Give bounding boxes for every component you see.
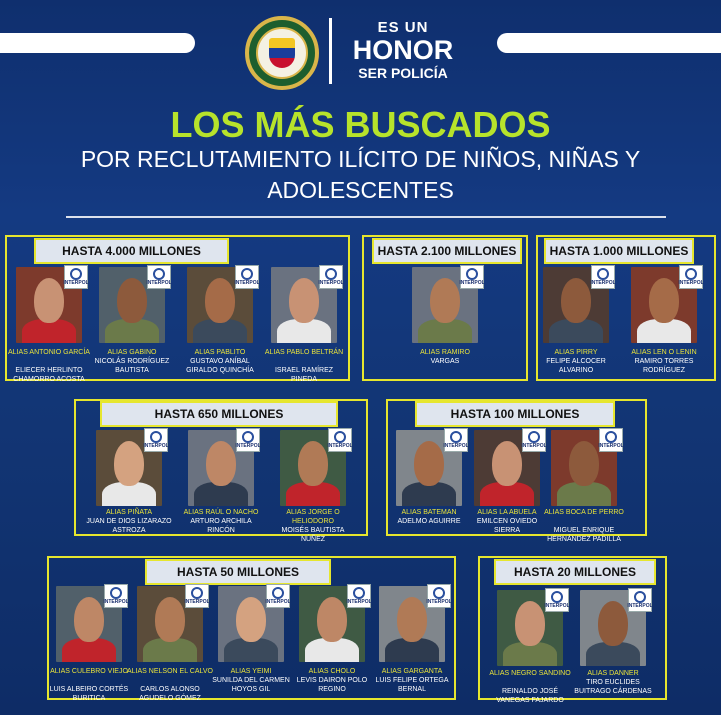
reward-header: HASTA 4.000 MILLONES	[34, 238, 229, 264]
person-full-name: ARTURO ARCHILA RINCÓN	[190, 518, 252, 534]
person-full-name: RAMIRO TORRES RODRÍGUEZ	[634, 358, 694, 374]
person-full-name: LUIS FELIPE ORTEGA BERNAL	[375, 677, 449, 693]
wanted-person-pinata	[86, 430, 172, 538]
interpol-label: INTERPOL	[234, 280, 260, 286]
person-face	[515, 601, 545, 647]
wanted-person-boca-de-perro	[544, 430, 624, 543]
motto-line-2: HONOR	[352, 35, 454, 65]
interpol-label: INTERPOL	[184, 599, 210, 605]
interpol-label: INTERPOL	[103, 599, 129, 605]
title-divider	[66, 216, 666, 218]
interpol-label: INTERPOL	[235, 443, 261, 449]
globe-icon	[110, 587, 122, 599]
wanted-person-gabino	[94, 267, 172, 378]
person-face	[298, 441, 328, 487]
person-full-name: GUSTAVO ANÍBAL GIRALDO QUINCHÍA	[186, 358, 254, 374]
interpol-logo-icon	[427, 584, 451, 608]
interpol-label: INTERPOL	[443, 443, 469, 449]
globe-icon	[597, 268, 609, 280]
wanted-person-cholo	[296, 586, 372, 697]
person-face	[155, 597, 185, 643]
motto-line-3: SER POLICÍA	[358, 65, 448, 81]
interpol-label: INTERPOL	[146, 280, 172, 286]
person-alias: ALIAS GABINO	[107, 349, 157, 356]
reward-header: HASTA 100 MILLONES	[415, 401, 615, 427]
globe-icon	[353, 587, 365, 599]
person-alias: ALIAS PIRRY	[554, 349, 598, 356]
wanted-person-la-abuela	[474, 430, 547, 538]
interpol-logo-icon	[545, 588, 569, 612]
person-alias: ALIAS PABLO BELTRÁN	[264, 349, 344, 356]
globe-icon	[242, 431, 254, 443]
interpol-logo-icon	[319, 265, 343, 289]
globe-icon	[433, 587, 445, 599]
interpol-logo-icon	[444, 428, 468, 452]
person-full-name: EMILCEN OVIEDO SIERRA	[476, 518, 538, 534]
globe-icon	[191, 587, 203, 599]
wanted-person-ramiro	[412, 267, 485, 378]
decorative-bar-right	[497, 33, 721, 53]
person-alias: ALIAS CULEBRO VIEJO	[50, 668, 128, 675]
person-full-name: MIGUEL ENRIQUE HERNÁNDEZ PADILLA	[547, 527, 621, 543]
person-face	[414, 441, 444, 487]
person-face	[114, 441, 144, 487]
person-face	[317, 597, 347, 643]
reward-header: HASTA 2.100 MILLONES	[372, 238, 522, 264]
interpol-logo-icon	[679, 265, 703, 289]
wanted-person-raul-o-nacho	[183, 430, 261, 538]
wanted-person-nelson-el-calvo	[127, 586, 213, 702]
globe-icon	[153, 268, 165, 280]
person-alias: ALIAS ANTONIO GARCÍA	[8, 349, 90, 356]
interpol-label: INTERPOL	[143, 443, 169, 449]
wanted-person-garganta	[375, 586, 452, 697]
globe-icon	[241, 268, 253, 280]
globe-icon	[70, 268, 82, 280]
person-alias: ALIAS BOCA DE PERRO	[544, 509, 624, 516]
wanted-person-bateman	[396, 430, 469, 538]
person-alias: ALIAS CHOLO	[308, 668, 356, 675]
police-motto	[338, 20, 468, 80]
page-title: LOS MÁS BUSCADOS	[170, 104, 551, 145]
person-full-name: ELIECER HERLINTO CHAMORRO ACOSTA	[13, 367, 85, 383]
wanted-person-len-o-lenin	[631, 267, 704, 378]
globe-icon	[551, 591, 563, 603]
person-face	[430, 278, 460, 324]
globe-icon	[272, 587, 284, 599]
globe-icon	[450, 431, 462, 443]
wanted-person-yeimi	[212, 586, 291, 697]
decorative-bar-left	[0, 33, 195, 53]
person-full-name: ISRAEL RAMÍREZ PINEDA	[274, 367, 334, 383]
person-face	[289, 278, 319, 324]
globe-icon	[150, 431, 162, 443]
person-face	[236, 597, 266, 643]
wanted-person-culebro-viejo	[49, 586, 129, 702]
person-alias: ALIAS LEN O LENIN	[631, 349, 697, 356]
police-seal-logo	[245, 16, 319, 90]
person-alias: ALIAS GARGANTA	[381, 668, 443, 675]
reward-header: HASTA 650 MILLONES	[100, 401, 338, 427]
person-full-name: LEVIS DAIRON POLO REGINO	[296, 677, 368, 693]
globe-icon	[605, 431, 617, 443]
person-alias: ALIAS PIÑATA	[105, 509, 153, 516]
interpol-logo-icon	[236, 428, 260, 452]
interpol-label: INTERPOL	[590, 280, 616, 286]
person-face	[492, 441, 522, 487]
globe-icon	[334, 431, 346, 443]
person-alias: ALIAS PABLITO	[194, 349, 246, 356]
shield-icon	[269, 38, 295, 68]
person-full-name: SUNILDA DEL CARMEN HOYOS GIL	[212, 677, 290, 693]
wanted-person-negro-sandino	[489, 590, 571, 704]
person-face	[649, 278, 679, 324]
person-alias: ALIAS RAÚL O NACHO	[183, 509, 259, 516]
globe-icon	[466, 268, 478, 280]
globe-icon	[528, 431, 540, 443]
person-alias: ALIAS RAMIRO	[420, 349, 470, 356]
interpol-logo-icon	[328, 428, 352, 452]
person-face	[561, 278, 591, 324]
wanted-person-pablito	[186, 267, 260, 378]
person-face	[74, 597, 104, 643]
person-face	[206, 441, 236, 487]
wanted-person-pirry	[543, 267, 616, 378]
person-face	[117, 278, 147, 324]
person-full-name: CARLOS ALONSO AGUDELO GÓMEZ	[139, 686, 201, 702]
interpol-logo-icon	[460, 265, 484, 289]
interpol-label: INTERPOL	[63, 280, 89, 286]
interpol-label: INTERPOL	[521, 443, 547, 449]
interpol-label: INTERPOL	[544, 603, 570, 609]
interpol-logo-icon	[235, 265, 259, 289]
wanted-person-pablo-beltran	[264, 267, 344, 383]
person-face	[397, 597, 427, 643]
interpol-logo-icon	[185, 584, 209, 608]
reward-header: HASTA 50 MILLONES	[145, 559, 331, 585]
globe-icon	[325, 268, 337, 280]
person-face	[569, 441, 599, 487]
interpol-label: INTERPOL	[459, 280, 485, 286]
interpol-logo-icon	[64, 265, 88, 289]
person-face	[205, 278, 235, 324]
person-full-name: MOISÉS BAUTISTA NÚÑEZ	[281, 527, 345, 543]
wanted-person-antonio-garcia	[8, 267, 90, 383]
interpol-logo-icon	[104, 584, 128, 608]
person-full-name: ADELMO AGUIRRE	[397, 518, 461, 525]
interpol-logo-icon	[144, 428, 168, 452]
page-subtitle: POR RECLUTAMIENTO ILÍCITO DE NIÑOS, NIÑAS Y ADOLESCENTES	[80, 146, 641, 203]
interpol-label: INTERPOL	[327, 443, 353, 449]
motto-line-1: ES UN	[377, 19, 429, 36]
person-full-name: NICOLÁS RODRÍGUEZ BAUTISTA	[94, 358, 170, 374]
seal-inner	[256, 27, 308, 79]
person-face	[34, 278, 64, 324]
globe-icon	[685, 268, 697, 280]
wanted-person-jorge-o-heliodoro	[280, 430, 353, 543]
interpol-label: INTERPOL	[318, 280, 344, 286]
person-full-name: REINALDO JOSÉ VANEGAS FAJARDO	[496, 688, 564, 704]
person-full-name: LUIS ALBEIRO CORTÉS BURITICA	[49, 686, 129, 702]
interpol-label: INTERPOL	[678, 280, 704, 286]
person-alias: ALIAS NELSON EL CALVO	[127, 668, 213, 675]
interpol-label: INTERPOL	[598, 443, 624, 449]
interpol-label: INTERPOL	[426, 599, 452, 605]
interpol-label: INTERPOL	[627, 603, 653, 609]
person-full-name: JUAN DE DIOS LIZARAZO ASTROZA	[86, 518, 172, 534]
interpol-logo-icon	[347, 584, 371, 608]
interpol-logo-icon	[628, 588, 652, 612]
person-full-name: VARGAS	[430, 358, 460, 365]
person-alias: ALIAS DANNER	[587, 670, 639, 677]
header-divider	[329, 18, 332, 84]
reward-header: HASTA 20 MILLONES	[494, 559, 656, 585]
person-alias: ALIAS BATEMAN	[401, 509, 457, 516]
interpol-logo-icon	[591, 265, 615, 289]
interpol-label: INTERPOL	[265, 599, 291, 605]
interpol-logo-icon	[522, 428, 546, 452]
interpol-label: INTERPOL	[346, 599, 372, 605]
person-alias: ALIAS NEGRO SANDINO	[489, 670, 571, 677]
person-full-name: TIRO EUCLIDES BUITRAGO CÁRDENAS	[574, 679, 652, 695]
reward-header: HASTA 1.000 MILLONES	[544, 238, 694, 264]
person-alias: ALIAS LA ABUELA	[477, 509, 537, 516]
interpol-logo-icon	[147, 265, 171, 289]
interpol-logo-icon	[266, 584, 290, 608]
wanted-person-danner	[574, 590, 653, 699]
globe-icon	[634, 591, 646, 603]
interpol-logo-icon	[599, 428, 623, 452]
person-alias: ALIAS YEIMI	[230, 668, 272, 675]
person-face	[598, 601, 628, 647]
person-full-name: FELIPE ALCOCER ALVARINO	[546, 358, 606, 374]
person-alias: ALIAS JORGE O HELIODORO	[286, 509, 340, 525]
